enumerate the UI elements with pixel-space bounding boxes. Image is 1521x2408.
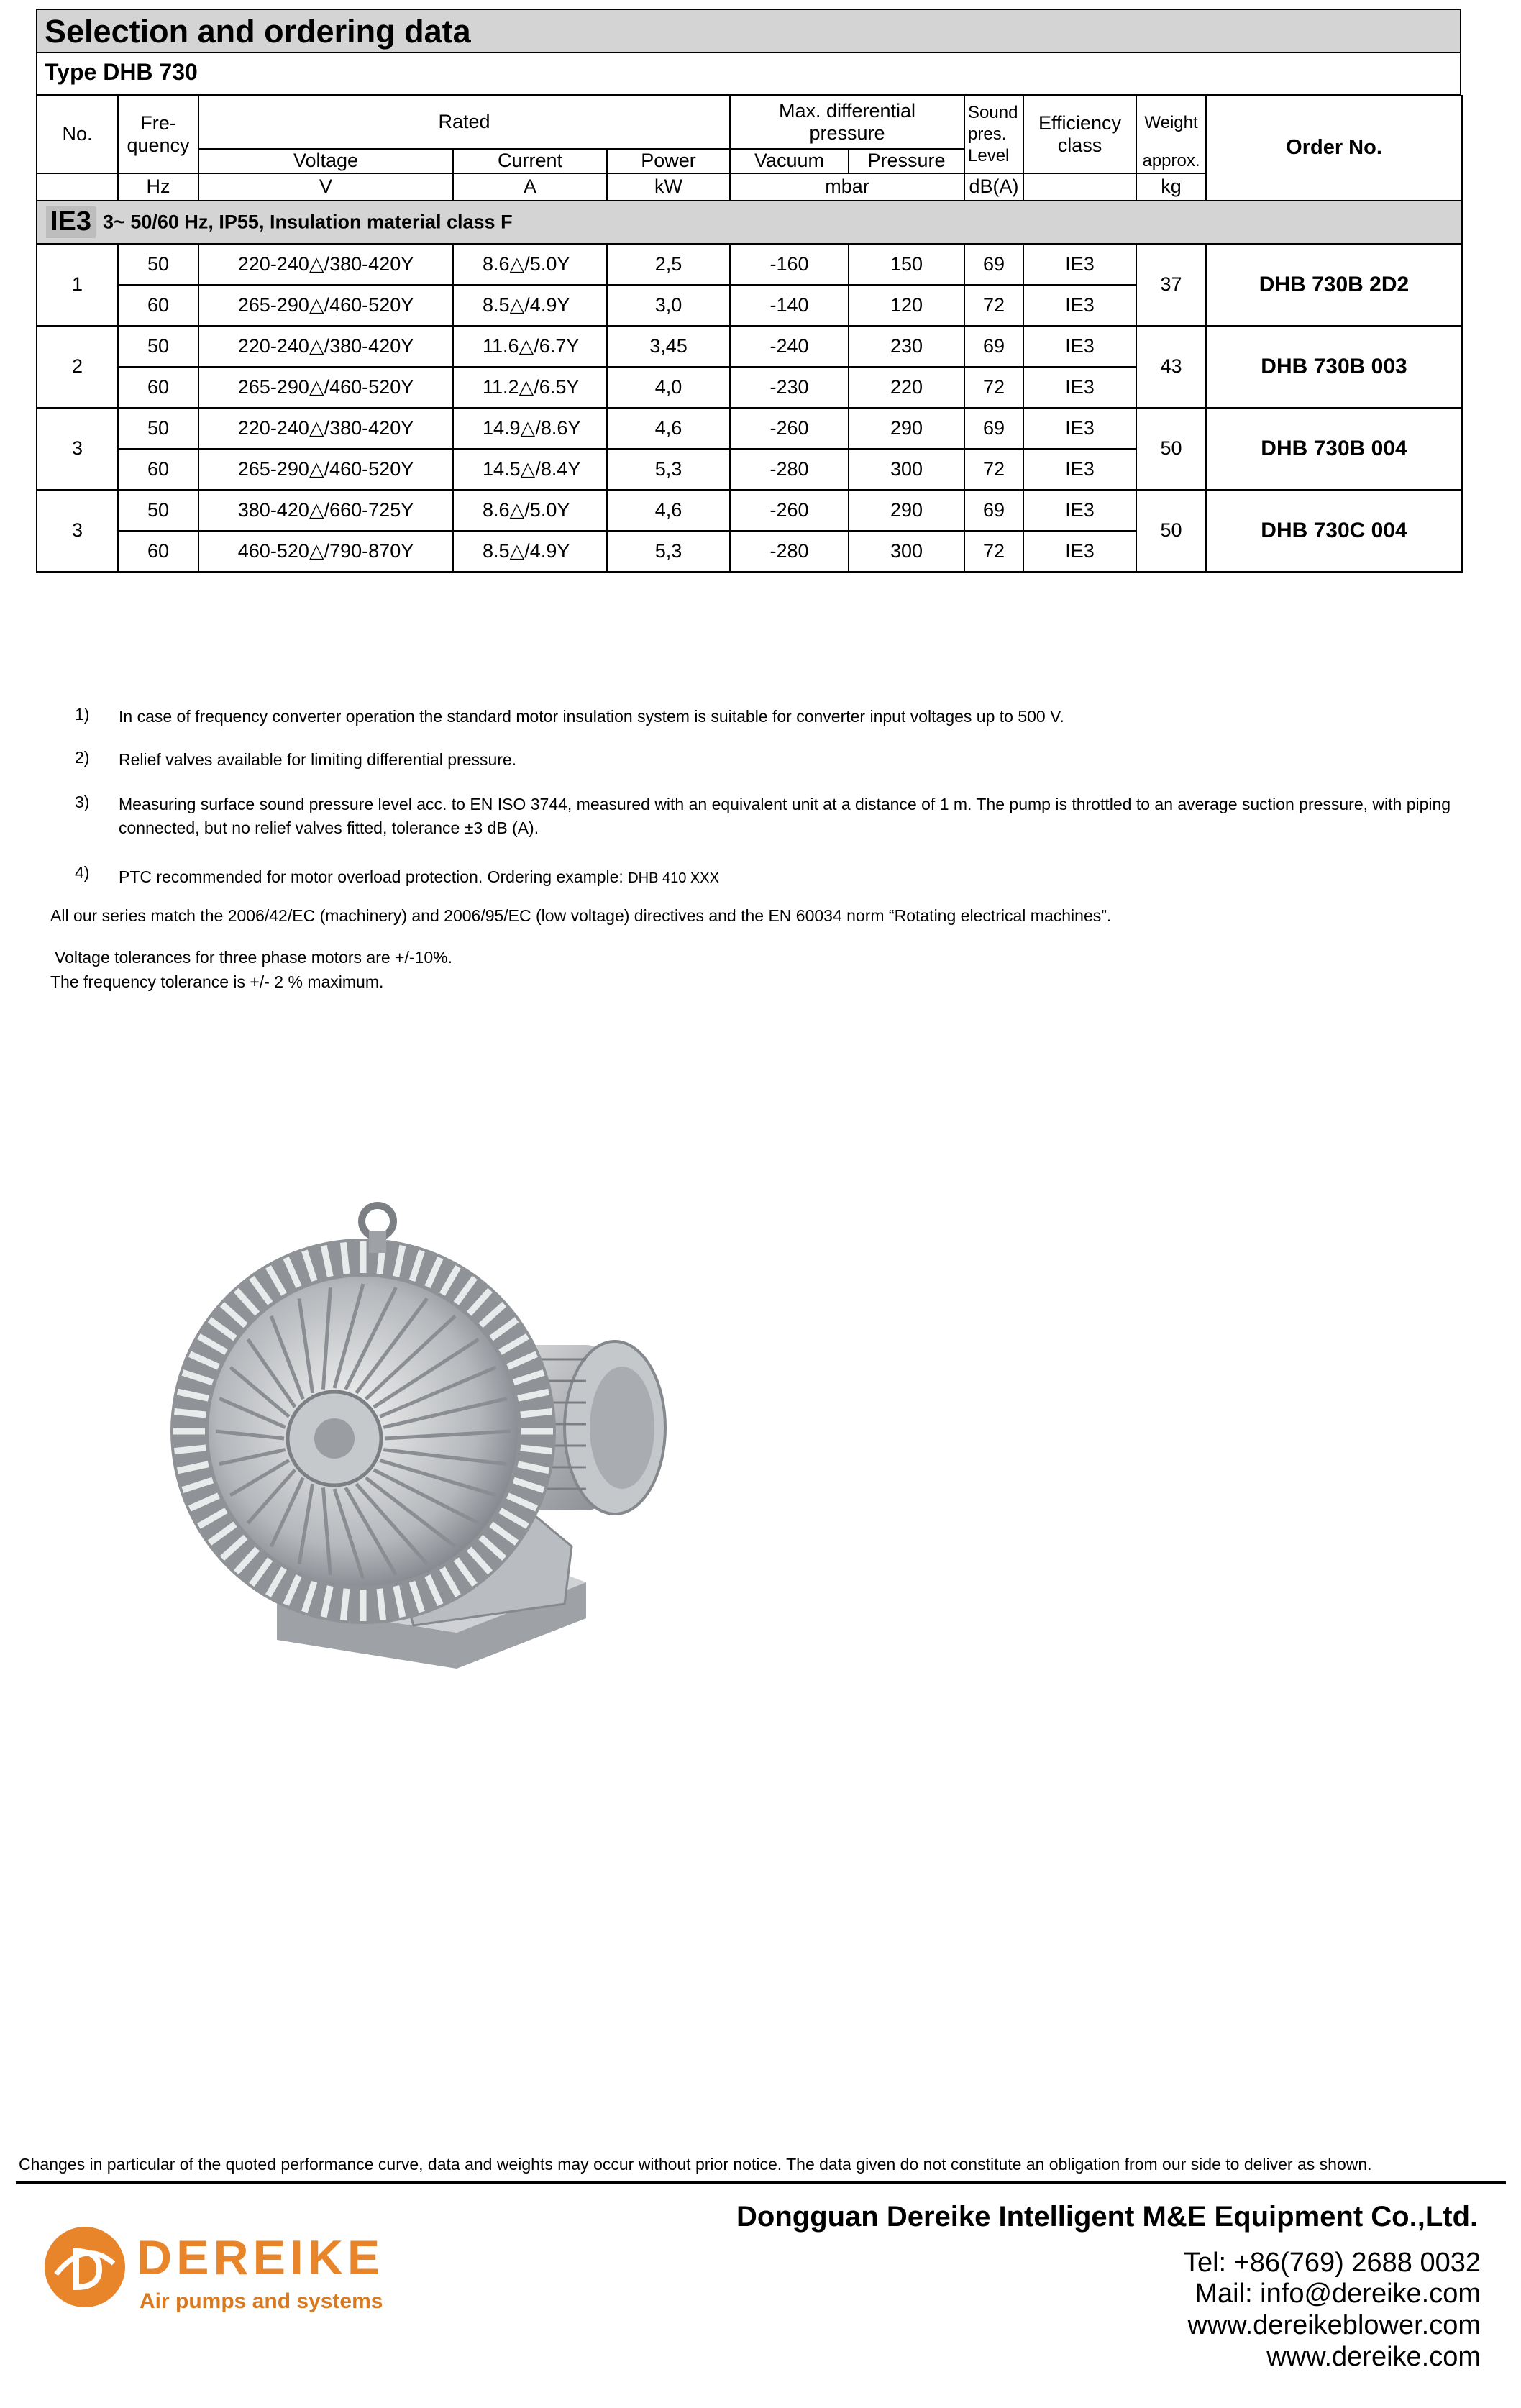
cell-vacuum: -260 <box>730 490 849 531</box>
type-title: Type DHB 730 <box>45 59 198 85</box>
cell-current: 8.5△/4.9Y <box>453 285 607 326</box>
cell-power: 3,0 <box>607 285 730 326</box>
note-num: 3) <box>75 793 90 811</box>
table-body <box>37 244 1462 572</box>
cell-current: 8.6△/5.0Y <box>453 490 607 531</box>
type-bar <box>36 53 1461 95</box>
cell-current: 11.6△/6.7Y <box>453 326 607 367</box>
note-num: 1) <box>75 705 90 724</box>
cell-pressure: 290 <box>849 490 964 531</box>
table-row <box>37 326 1462 367</box>
header-power: Power <box>607 149 730 173</box>
contact-web-alt[interactable]: www.dereike.com <box>1266 2342 1481 2372</box>
table-row <box>37 408 1462 449</box>
cell-pressure: 290 <box>849 408 964 449</box>
cell-order-no: DHB 730B 003 <box>1206 326 1462 408</box>
cell-power: 2,5 <box>607 244 730 285</box>
cell-pressure: 220 <box>849 367 964 408</box>
note-num: 4) <box>75 863 90 882</box>
cell-power: 5,3 <box>607 449 730 490</box>
cell-frequency: 60 <box>118 449 198 490</box>
cell-vacuum: -160 <box>730 244 849 285</box>
unit-voltage: V <box>198 173 453 201</box>
header-weight: Weight <box>1136 96 1206 149</box>
unit-freq: Hz <box>118 173 198 201</box>
cell-vacuum: -280 <box>730 449 849 490</box>
row-no: 1 <box>37 244 118 326</box>
cell-vacuum: -260 <box>730 408 849 449</box>
cell-current: 14.9△/8.6Y <box>453 408 607 449</box>
header-efficiency: Efficiency class <box>1023 96 1136 173</box>
header-vacuum: Vacuum <box>730 149 849 173</box>
cell-voltage: 380-420△/660-725Y <box>198 490 453 531</box>
header-approx: approx. <box>1136 149 1206 173</box>
header-no: No. <box>37 96 118 173</box>
cell-order-no: DHB 730B 004 <box>1206 408 1462 490</box>
cell-frequency: 60 <box>118 367 198 408</box>
unit-pressure: mbar <box>730 173 964 201</box>
cell-efficiency: IE3 <box>1023 408 1136 449</box>
cell-efficiency: IE3 <box>1023 449 1136 490</box>
note-text: PTC recommended for motor overload protection. Ordering example: DHB 410 XXX <box>119 867 719 886</box>
cell-weight: 43 <box>1136 326 1206 408</box>
cell-vacuum: -140 <box>730 285 849 326</box>
row-no: 3 <box>37 408 118 490</box>
header-order: Order No. <box>1206 96 1462 201</box>
section-title: Selection and ordering data <box>45 13 471 50</box>
unit-weight: kg <box>1136 173 1206 201</box>
cell-sound: 69 <box>964 244 1023 285</box>
cell-current: 14.5△/8.4Y <box>453 449 607 490</box>
cell-power: 4,0 <box>607 367 730 408</box>
cell-efficiency: IE3 <box>1023 367 1136 408</box>
ordering-example: DHB 410 XXX <box>628 870 719 886</box>
cell-current: 8.5△/4.9Y <box>453 531 607 572</box>
cell-pressure: 120 <box>849 285 964 326</box>
cell-vacuum: -240 <box>730 326 849 367</box>
fin <box>521 1411 552 1415</box>
fin <box>521 1448 552 1451</box>
brand-name: DEREIKE <box>137 2230 385 2285</box>
header-rated: Rated <box>198 96 730 149</box>
contact-tel: Tel: +86(769) 2688 0032 <box>1183 2248 1481 2278</box>
cell-power: 4,6 <box>607 490 730 531</box>
note-text: Measuring surface sound pressure level acc. to EN ISO 3744, measured with an equivalent unit at a distance of 1 m. The pump is throttled to an average suction pressure, with piping connected, but no relief valves fitted, tolerance ±3 dB (A). <box>119 795 1451 837</box>
cell-efficiency: IE3 <box>1023 244 1136 285</box>
disclaimer: Changes in particular of the quoted performance curve, data and weights may occur without prior notice. The data given do not constitute an obligation from our side to deliver as shown. <box>19 2155 1372 2174</box>
row-no: 3 <box>37 490 118 572</box>
cell-frequency: 60 <box>118 285 198 326</box>
contact-mail: Mail: info@dereike.com <box>1195 2279 1481 2309</box>
cell-vacuum: -280 <box>730 531 849 572</box>
unit-sound: dB(A) <box>964 173 1023 201</box>
ie3-text: 3~ 50/60 Hz, IP55, Insulation material class F <box>103 211 513 233</box>
cell-weight: 37 <box>1136 244 1206 326</box>
cell-frequency: 50 <box>118 408 198 449</box>
cell-sound: 72 <box>964 449 1023 490</box>
header-pressure: Pressure <box>849 149 964 173</box>
cell-current: 8.6△/5.0Y <box>453 244 607 285</box>
cell-weight: 50 <box>1136 490 1206 572</box>
header-frequency: Fre- quency <box>118 96 198 173</box>
cell-sound: 69 <box>964 490 1023 531</box>
table-row <box>37 244 1462 285</box>
cell-pressure: 150 <box>849 244 964 285</box>
cell-frequency: 50 <box>118 244 198 285</box>
cell-efficiency: IE3 <box>1023 531 1136 572</box>
company-logo-icon <box>42 2224 128 2310</box>
header-current: Current <box>453 149 607 173</box>
cell-voltage: 265-290△/460-520Y <box>198 367 453 408</box>
cell-order-no: DHB 730C 004 <box>1206 490 1462 572</box>
side-channel-blower-image <box>155 1201 701 1705</box>
cell-efficiency: IE3 <box>1023 285 1136 326</box>
fin <box>343 1589 347 1620</box>
cell-pressure: 230 <box>849 326 964 367</box>
cell-frequency: 60 <box>118 531 198 572</box>
cell-power: 4,6 <box>607 408 730 449</box>
cell-order-no: DHB 730B 2D2 <box>1206 244 1462 326</box>
fin <box>343 1242 347 1274</box>
cell-current: 11.2△/6.5Y <box>453 367 607 408</box>
ie3-section-row <box>37 201 1462 244</box>
cell-vacuum: -230 <box>730 367 849 408</box>
fin <box>174 1448 206 1451</box>
unit-empty <box>37 173 118 201</box>
cell-sound: 72 <box>964 531 1023 572</box>
cell-sound: 72 <box>964 367 1023 408</box>
fin <box>380 1589 383 1620</box>
cell-voltage: 265-290△/460-520Y <box>198 449 453 490</box>
cell-voltage: 265-290△/460-520Y <box>198 285 453 326</box>
note-num: 2) <box>75 748 90 767</box>
header-max-diff: Max. differential pressure <box>730 96 964 149</box>
cell-power: 3,45 <box>607 326 730 367</box>
header-sound: Sound pres. Level <box>964 96 1023 173</box>
note-text: In case of frequency converter operation the standard motor insulation system is suitable for converter input voltages up to 500 V. <box>119 707 1064 726</box>
unit-eff-empty <box>1023 173 1136 201</box>
ie3-badge: IE3 <box>46 206 96 238</box>
contact-web[interactable]: www.dereikeblower.com <box>1187 2310 1481 2340</box>
cell-sound: 69 <box>964 326 1023 367</box>
fin <box>174 1411 206 1415</box>
row-no: 2 <box>37 326 118 408</box>
spec-table <box>36 95 1463 573</box>
cell-sound: 69 <box>964 408 1023 449</box>
table-row <box>37 490 1462 531</box>
cell-efficiency: IE3 <box>1023 326 1136 367</box>
cell-voltage: 220-240△/380-420Y <box>198 244 453 285</box>
header-voltage: Voltage <box>198 149 453 173</box>
unit-power: kW <box>607 173 730 201</box>
cell-pressure: 300 <box>849 531 964 572</box>
note-text: Relief valves available for limiting differential pressure. <box>119 750 517 769</box>
cell-power: 5,3 <box>607 531 730 572</box>
company-name: Dongguan Dereike Intelligent M&E Equipment Co.,Ltd. <box>736 2201 1479 2233</box>
footer-divider <box>16 2181 1506 2184</box>
frequency-tolerance-text: The frequency tolerance is +/- 2 % maximum. <box>50 972 384 991</box>
cell-weight: 50 <box>1136 408 1206 490</box>
cell-efficiency: IE3 <box>1023 490 1136 531</box>
brand-slogan: Air pumps and systems <box>140 2289 383 2313</box>
cell-voltage: 220-240△/380-420Y <box>198 408 453 449</box>
cell-frequency: 50 <box>118 490 198 531</box>
directives-text: All our series match the 2006/42/EC (machinery) and 2006/95/EC (low voltage) directives and the EN 60034 norm “Rotating electrical machines”. <box>50 906 1112 925</box>
cell-frequency: 50 <box>118 326 198 367</box>
cell-voltage: 460-520△/790-870Y <box>198 531 453 572</box>
section-title-bar <box>36 9 1461 53</box>
unit-current: A <box>453 173 607 201</box>
cell-sound: 72 <box>964 285 1023 326</box>
cell-voltage: 220-240△/380-420Y <box>198 326 453 367</box>
voltage-tolerance-text: Voltage tolerances for three phase motors are +/-10%. <box>55 948 452 967</box>
cell-pressure: 300 <box>849 449 964 490</box>
